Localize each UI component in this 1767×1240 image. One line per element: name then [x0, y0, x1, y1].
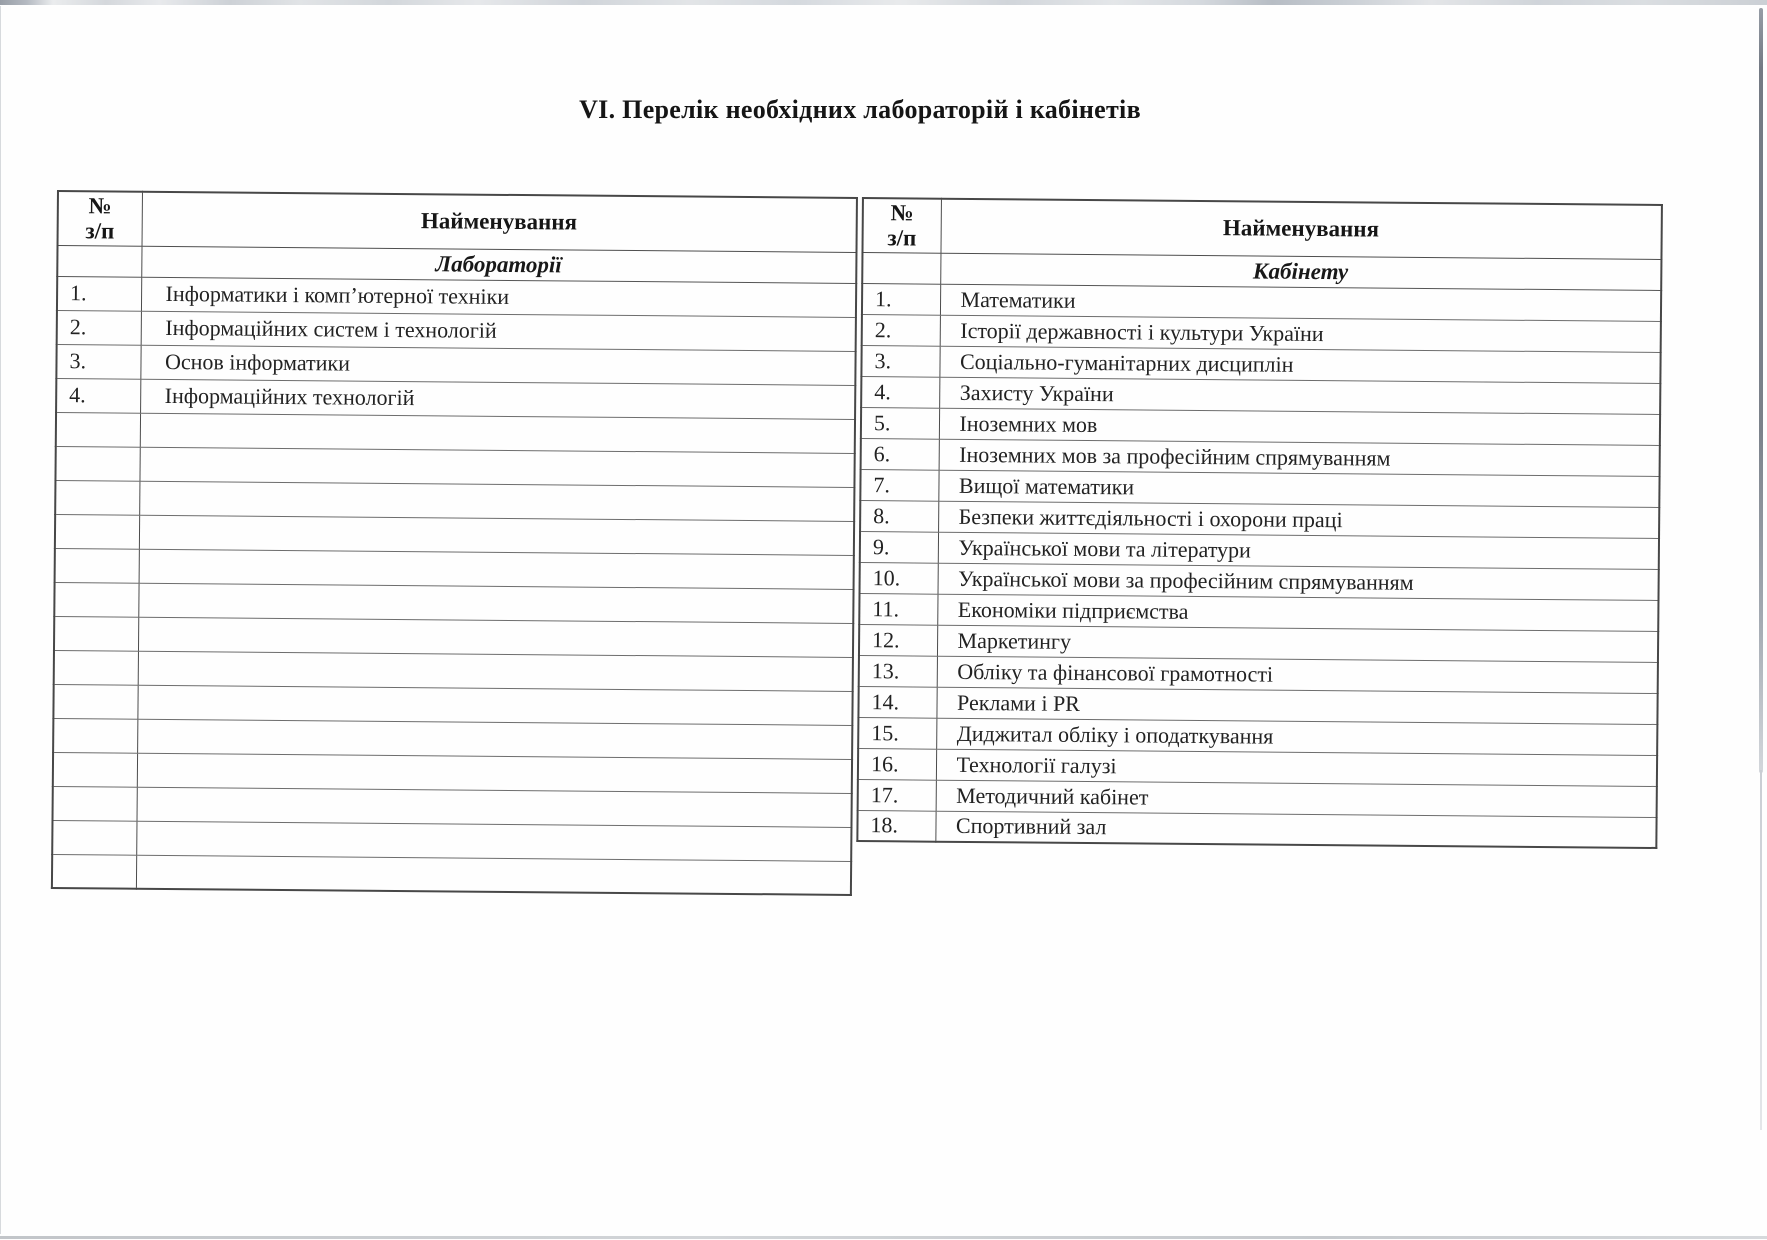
cabinets-section-label: Кабінету	[940, 253, 1661, 290]
row-name: Спортивний зал	[935, 811, 1656, 848]
row-name: Інформатики і комп’ютерної техніки	[141, 277, 856, 317]
laboratories-table	[51, 190, 858, 896]
cabinets-header-row	[862, 198, 1661, 259]
num-header-line1: №	[88, 193, 112, 219]
tables-area	[51, 190, 1667, 903]
empty-number-cell	[55, 548, 139, 583]
cabinets-col-header-num	[862, 198, 940, 253]
num-header-line2: з/п	[85, 218, 115, 244]
row-number: 2.	[57, 310, 141, 345]
empty-table-row	[52, 854, 851, 895]
row-number: 2.	[862, 314, 940, 346]
row-name: Інформаційних технологій	[140, 379, 855, 419]
row-number: 13.	[859, 655, 937, 687]
empty-number-cell	[52, 820, 136, 855]
row-name: Історії державності і культури України	[940, 315, 1661, 352]
laboratories-header-row	[58, 191, 857, 252]
cabinets-table-body	[857, 283, 1661, 848]
row-name: Захисту України	[939, 377, 1660, 414]
laboratories-table-body	[52, 276, 856, 895]
row-name: Інформаційних систем і технологій	[141, 311, 856, 351]
empty-number-cell	[56, 412, 140, 447]
empty-number-cell	[54, 650, 138, 685]
row-name: Реклами і PR	[936, 687, 1657, 724]
row-name: Математики	[940, 284, 1661, 321]
row-number: 17.	[858, 779, 936, 811]
row-name: Методичний кабінет	[936, 780, 1657, 817]
laboratories-section-label: Лабораторії	[141, 246, 856, 283]
row-number: 6.	[861, 438, 939, 470]
num-header-line1: №	[890, 200, 914, 226]
row-name: Безпеки життєдіяльності і охорони праці	[938, 501, 1659, 538]
scan-artifact-top-edge	[0, 0, 1767, 5]
scan-artifact-right-edge	[1759, 8, 1763, 773]
row-name: Обліку та фінансової грамотності	[937, 656, 1658, 693]
num-header-line2: з/п	[887, 225, 917, 251]
row-number: 4.	[861, 376, 939, 408]
row-number: 5.	[861, 407, 939, 439]
empty-number-cell	[53, 718, 137, 753]
row-name: Іноземних мов за професійним спрямуванням	[939, 439, 1660, 476]
row-name: Економіки підприємства	[937, 594, 1658, 631]
empty-number-cell	[53, 752, 137, 787]
row-name: Диджитал обліку і оподаткування	[936, 718, 1657, 755]
row-name: Основ інформатики	[140, 345, 855, 385]
cabinets-col-header-name: Найменування	[940, 199, 1661, 259]
row-number: 1.	[862, 283, 940, 315]
row-number: 9.	[860, 531, 938, 563]
row-name: Української мови за професійним спрямуванням	[938, 563, 1659, 600]
row-name: Маркетингу	[937, 625, 1658, 662]
section-num-cell-empty	[862, 252, 940, 284]
scan-artifact-bottom-edge	[0, 1236, 1767, 1239]
empty-number-cell	[55, 480, 139, 515]
scan-artifact-left-edge	[0, 6, 1, 1234]
row-number: 18.	[857, 810, 935, 842]
row-name: Соціально-гуманітарних дисциплін	[939, 346, 1660, 383]
empty-number-cell	[53, 684, 137, 719]
row-number: 3.	[56, 344, 140, 379]
empty-number-cell	[52, 854, 136, 889]
row-number: 11.	[859, 593, 937, 625]
row-name: Вищої математики	[938, 470, 1659, 507]
row-number: 12.	[859, 624, 937, 656]
row-number: 10.	[860, 562, 938, 594]
empty-number-cell	[54, 616, 138, 651]
row-number: 16.	[858, 748, 936, 780]
scan-artifact-right-edge-faint	[1760, 770, 1762, 1130]
row-number: 3.	[861, 345, 939, 377]
section-num-cell-empty	[57, 245, 141, 277]
empty-name-cell	[136, 855, 851, 895]
row-name: Іноземних мов	[939, 408, 1660, 445]
empty-number-cell	[53, 786, 137, 821]
row-number: 4.	[56, 378, 140, 413]
laboratories-col-header-num	[58, 191, 142, 246]
row-number: 14.	[858, 686, 936, 718]
row-name: Української мови та літератури	[938, 532, 1659, 569]
cabinets-table	[856, 197, 1663, 849]
row-number: 8.	[860, 500, 938, 532]
table-row	[857, 810, 1656, 848]
row-number: 1.	[57, 276, 141, 311]
empty-number-cell	[55, 446, 139, 481]
row-name: Технології галузі	[936, 749, 1657, 786]
empty-number-cell	[55, 514, 139, 549]
page-title: VI. Перелік необхідних лабораторій і кабінетів	[579, 95, 1141, 124]
empty-number-cell	[54, 582, 138, 617]
laboratories-col-header-name: Найменування	[142, 192, 857, 252]
row-number: 15.	[858, 717, 936, 749]
row-number: 7.	[860, 469, 938, 501]
